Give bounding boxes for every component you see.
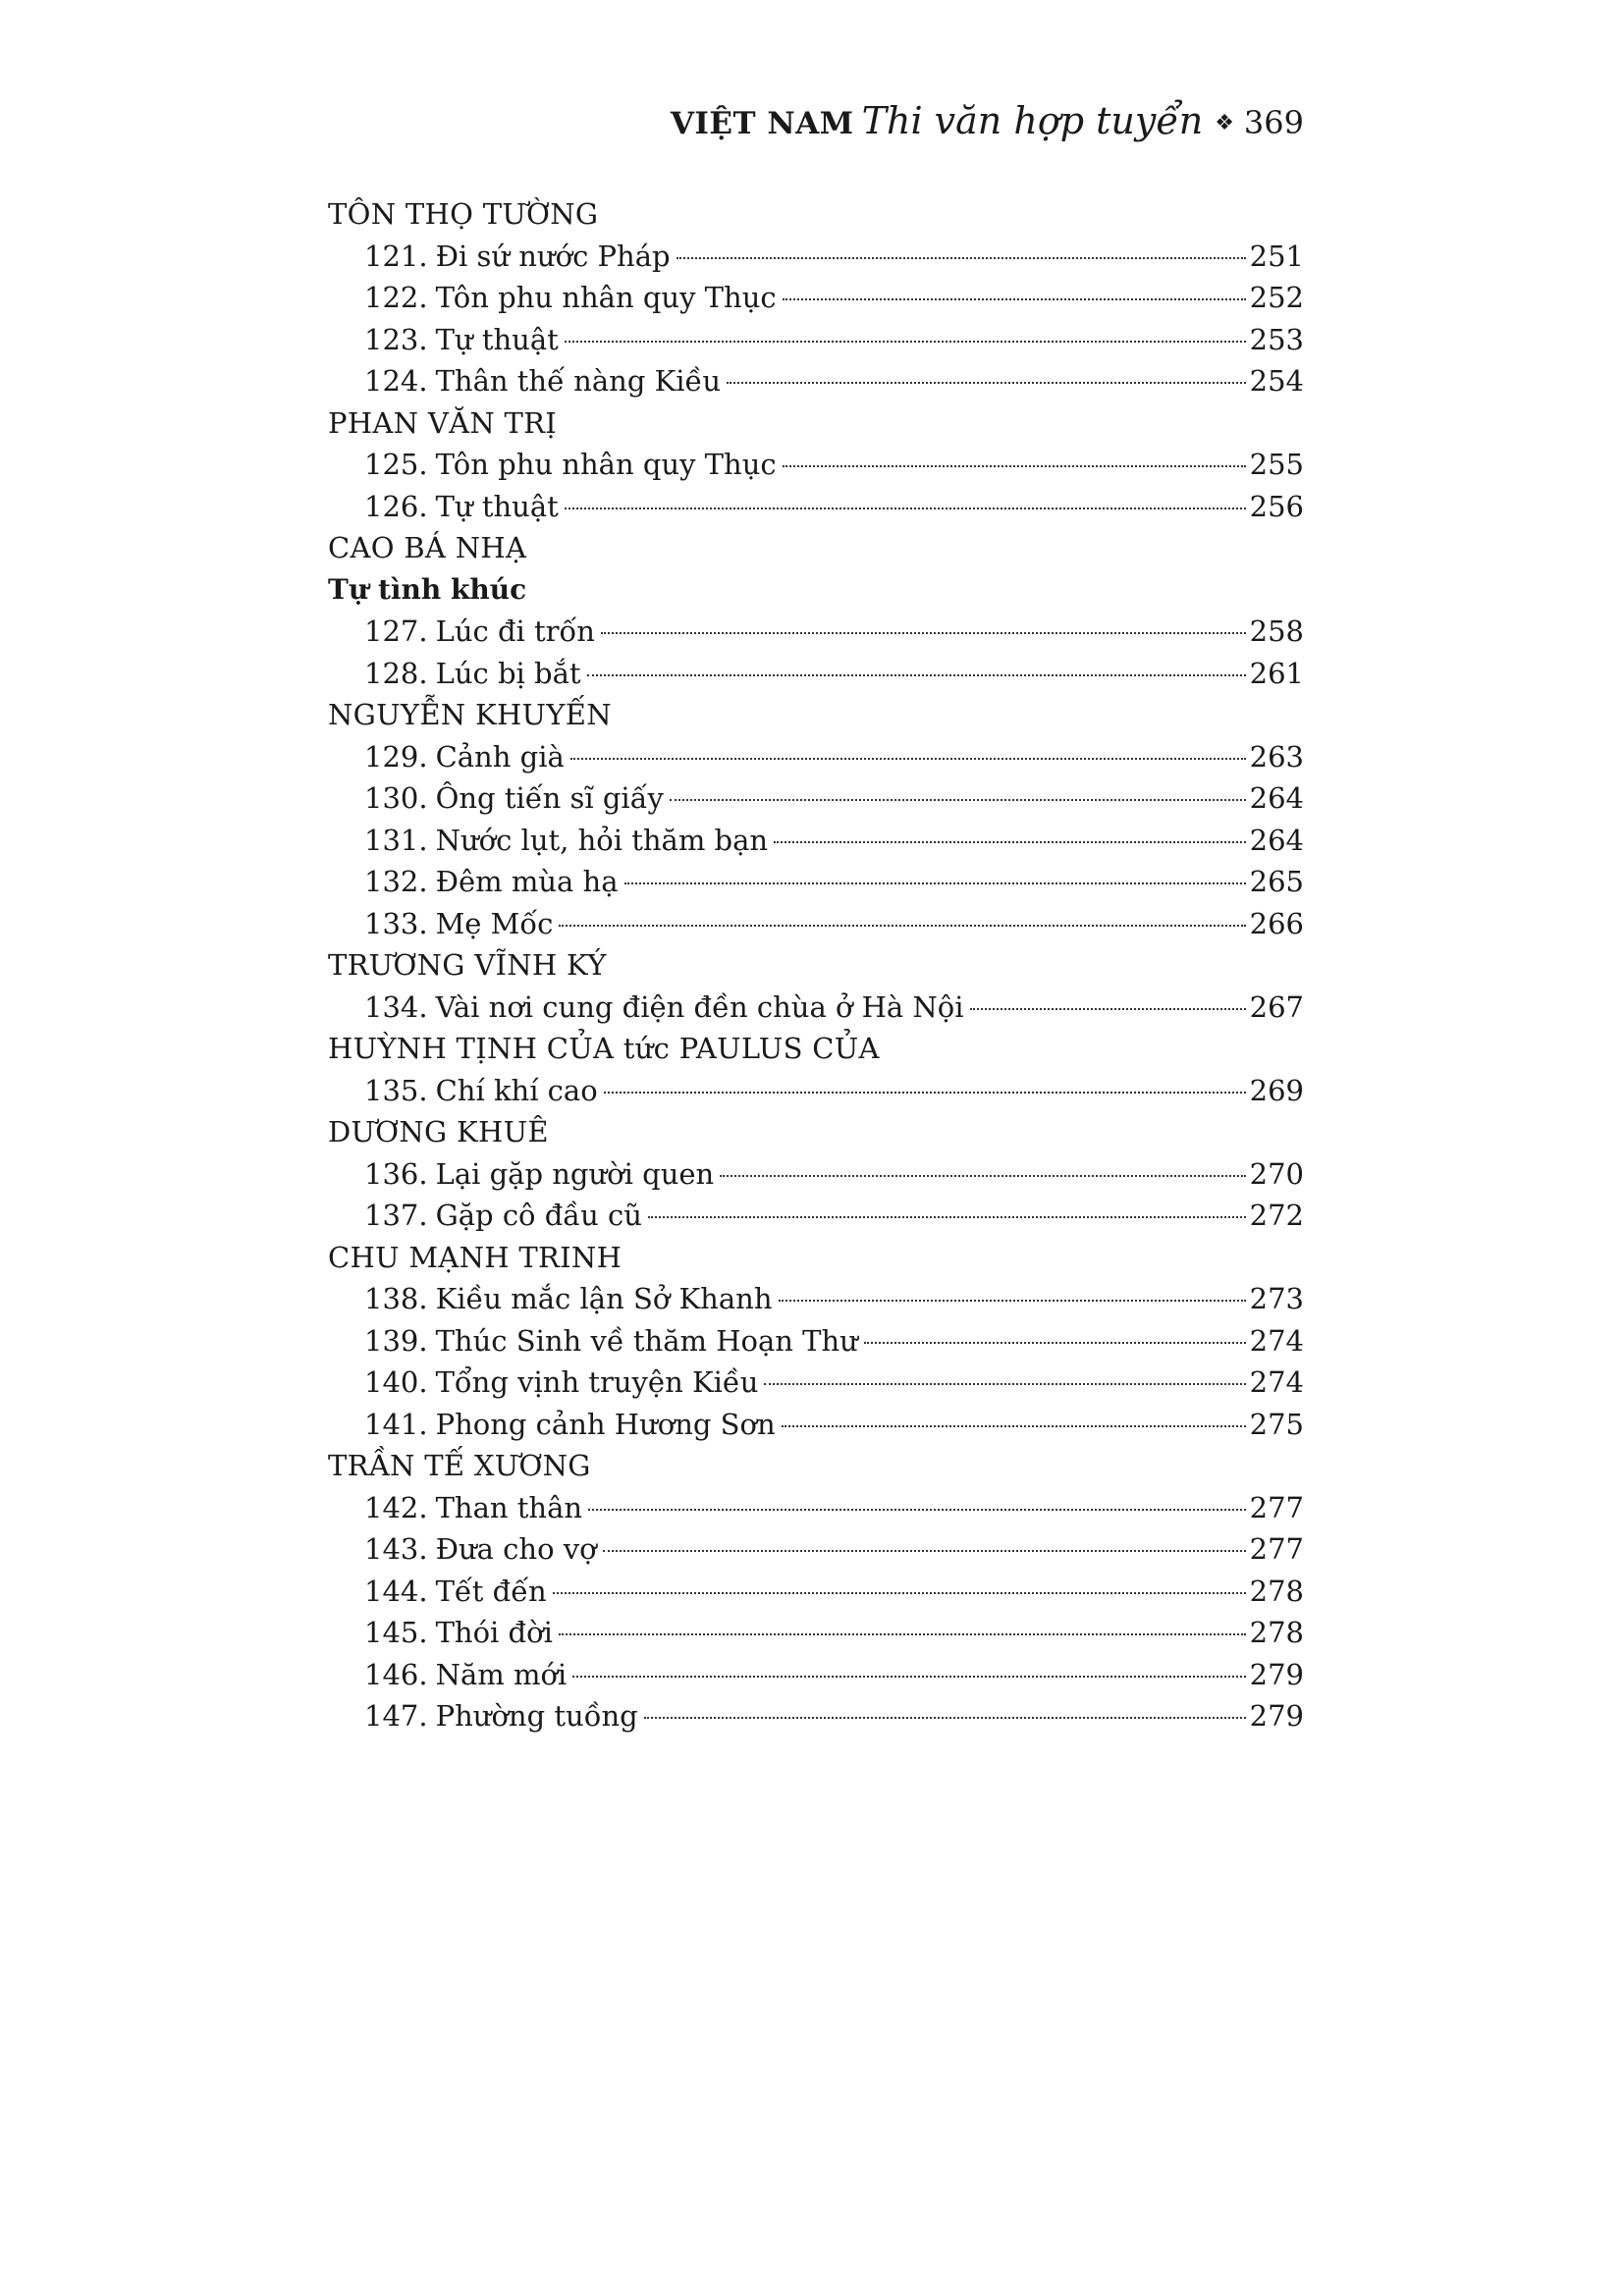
entry-title: Tôn phu nhân quy Thục: [435, 448, 777, 481]
entry-page-number: 277: [1249, 1490, 1304, 1524]
entry-page-number: 273: [1249, 1282, 1304, 1315]
entry-number: 125.: [364, 448, 428, 481]
entry-title: Lúc bị bắt: [435, 656, 581, 690]
entry-page-number: 275: [1249, 1407, 1304, 1441]
entry-number: 147.: [364, 1699, 428, 1733]
entry-title: Than thân: [435, 1490, 583, 1524]
dot-leader: [677, 256, 1246, 259]
entry-page-number: 278: [1249, 1574, 1304, 1608]
page-number: 369: [1243, 104, 1304, 141]
toc-entry: [328, 1362, 1304, 1404]
dot-leader: [559, 924, 1245, 927]
toc-entry: [328, 277, 1304, 319]
entry-number: 130.: [364, 781, 428, 815]
author-heading: CHU MẠNH TRINH: [328, 1240, 623, 1274]
entry-title: Gặp cô đầu cũ: [435, 1199, 642, 1232]
entry-page-number: 272: [1249, 1199, 1304, 1232]
entry-number: 144.: [364, 1574, 428, 1608]
author-heading: HUỲNH TỊNH CỦA tức PAULUS CỦA: [328, 1032, 880, 1065]
toc-entry: [328, 1278, 1304, 1320]
entry-title: Lại gặp người quen: [435, 1156, 715, 1191]
entry-title: Cảnh già: [435, 739, 565, 774]
dot-leader: [559, 1632, 1246, 1635]
entry-title: Thân thế nàng Kiều: [435, 364, 722, 398]
entry-title: Kiều mắc lận Sở Khanh: [435, 1282, 773, 1315]
entry-number: 136.: [364, 1156, 428, 1191]
author-heading: DƯƠNG KHUÊ: [328, 1115, 549, 1148]
toc-entry: [328, 1571, 1304, 1613]
dot-leader: [565, 507, 1246, 509]
entry-number: 139.: [364, 1323, 428, 1358]
entry-number: 141.: [364, 1407, 428, 1441]
entry-title: Lúc đi trốn: [435, 614, 595, 648]
entry-title: Tôn phu nhân quy Thục: [435, 281, 777, 314]
book-title: VIỆT NAM: [670, 106, 854, 141]
toc-entry: [328, 611, 1304, 653]
toc-entry: [328, 1695, 1304, 1737]
entry-title: Phường tuồng: [435, 1699, 638, 1733]
entry-page-number: 267: [1249, 989, 1304, 1024]
entry-title: Tết đến: [435, 1574, 547, 1608]
entry-title: Đi sứ nước Pháp: [435, 239, 671, 273]
entry-number: 134.: [364, 989, 428, 1024]
entry-page-number: 256: [1249, 489, 1304, 523]
dot-leader: [644, 1716, 1246, 1719]
entry-page-number: 252: [1249, 281, 1304, 314]
toc-entry: [328, 236, 1304, 278]
toc-entry: [328, 1195, 1304, 1237]
dot-leader: [624, 881, 1246, 884]
entry-number: 128.: [364, 656, 428, 690]
entry-page-number: 255: [1249, 448, 1304, 481]
entry-page-number: 264: [1249, 781, 1304, 815]
toc-entry: [328, 1404, 1304, 1446]
entry-title: Phong cảnh Hương Sơn: [435, 1407, 776, 1441]
dot-leader: [970, 1007, 1246, 1010]
dot-leader: [764, 1382, 1245, 1385]
entry-number: 123.: [364, 322, 428, 356]
toc-entry: [328, 1070, 1304, 1112]
dot-leader: [570, 757, 1246, 760]
entry-page-number: 269: [1249, 1073, 1304, 1107]
entry-page-number: 277: [1249, 1532, 1304, 1566]
entry-page-number: 254: [1249, 364, 1304, 398]
entry-page-number: 263: [1249, 739, 1304, 774]
entry-page-number: 251: [1249, 239, 1304, 273]
entry-title: Năm mới: [435, 1657, 568, 1691]
entry-number: 142.: [364, 1490, 428, 1524]
dot-leader: [864, 1341, 1246, 1344]
author-heading: PHAN VĂN TRỊ: [328, 405, 558, 440]
dot-leader: [648, 1215, 1246, 1218]
toc-entry: [328, 1654, 1304, 1696]
entry-title: Tổng vịnh truyện Kiều: [435, 1365, 759, 1399]
author-heading: NGUYỄN KHUYẾN: [328, 698, 612, 731]
entry-number: 135.: [364, 1073, 428, 1107]
entry-title: Tự thuật: [435, 489, 559, 523]
entry-page-number: 265: [1249, 865, 1304, 898]
dot-leader: [782, 1424, 1246, 1427]
entry-title: Ông tiến sĩ giấy: [435, 781, 664, 815]
entry-page-number: 274: [1249, 1365, 1304, 1399]
toc-entry: [328, 1612, 1304, 1654]
entry-number: 121.: [364, 239, 428, 273]
diamond-separator-icon: ❖: [1215, 111, 1234, 135]
entry-number: 124.: [364, 364, 428, 398]
toc-entry: [328, 987, 1304, 1029]
dot-leader: [720, 1174, 1245, 1177]
toc-entry: [328, 1528, 1304, 1571]
entry-page-number: 279: [1249, 1699, 1304, 1733]
toc-entry: [328, 360, 1304, 402]
toc-entry: [328, 861, 1304, 903]
entry-number: 132.: [364, 865, 428, 898]
dot-leader: [727, 381, 1246, 384]
dot-leader: [670, 798, 1246, 801]
entry-number: 133.: [364, 906, 428, 940]
entry-page-number: 278: [1249, 1616, 1304, 1649]
toc-entry: [328, 777, 1304, 820]
entry-number: 146.: [364, 1657, 428, 1691]
entry-number: 145.: [364, 1616, 428, 1649]
entry-number: 129.: [364, 739, 428, 774]
entry-page-number: 261: [1249, 656, 1304, 690]
toc-entry: [328, 1487, 1304, 1529]
toc-entry: [328, 486, 1304, 528]
entry-page-number: 253: [1249, 322, 1304, 356]
entry-number: 143.: [364, 1532, 428, 1566]
entry-number: 126.: [364, 489, 428, 523]
entry-page-number: 266: [1249, 906, 1304, 940]
entry-number: 122.: [364, 281, 428, 314]
entry-title: Thúc Sinh về thăm Hoạn Thư: [435, 1323, 858, 1358]
dot-leader: [587, 673, 1246, 676]
entry-title: Vài nơi cung điện đền chùa ở Hà Nội: [435, 989, 964, 1024]
toc-entry: [328, 903, 1304, 945]
dot-leader: [783, 297, 1246, 300]
dot-leader: [603, 1549, 1246, 1552]
toc-entry: [328, 1153, 1304, 1196]
toc-entry: [328, 820, 1304, 862]
toc-entry: [328, 653, 1304, 695]
dot-leader: [783, 464, 1246, 467]
toc-entry: [328, 736, 1304, 778]
dot-leader: [565, 340, 1246, 343]
dot-leader: [601, 631, 1246, 634]
dot-leader: [604, 1091, 1246, 1094]
toc-entry: [328, 319, 1304, 361]
running-header: [670, 99, 1304, 142]
entry-title: Thói đời: [435, 1616, 553, 1649]
entry-title: Đưa cho vợ: [435, 1532, 597, 1566]
dot-leader: [588, 1508, 1246, 1511]
entry-title: Nước lụt, hỏi thăm bạn: [435, 823, 769, 857]
entry-page-number: 279: [1249, 1657, 1304, 1691]
entry-page-number: 264: [1249, 823, 1304, 857]
author-heading: CAO BÁ NHẠ: [328, 531, 527, 564]
author-heading: TRẦN TẾ XƯƠNG: [328, 1449, 591, 1482]
entry-title: Mẹ Mốc: [435, 906, 554, 940]
dot-leader: [553, 1591, 1246, 1594]
book-subtitle: Thi văn hợp tuyển: [861, 99, 1204, 142]
entry-page-number: 258: [1249, 614, 1304, 648]
toc-entry: [328, 444, 1304, 486]
entry-number: 138.: [364, 1282, 428, 1315]
author-heading: TÔN THỌ TƯỜNG: [328, 197, 599, 231]
entry-page-number: 270: [1249, 1156, 1304, 1191]
entry-number: 140.: [364, 1365, 428, 1399]
entry-number: 137.: [364, 1199, 428, 1232]
entry-title: Chí khí cao: [435, 1073, 598, 1107]
entry-number: 131.: [364, 823, 428, 857]
entry-number: 127.: [364, 614, 428, 648]
section-heading: Tự tình khúc: [328, 572, 527, 606]
dot-leader: [779, 1299, 1246, 1302]
dot-leader: [572, 1675, 1245, 1678]
entry-title: Đêm mùa hạ: [435, 865, 619, 898]
dot-leader: [774, 840, 1246, 843]
entry-page-number: 274: [1249, 1323, 1304, 1358]
toc-entry: [328, 1320, 1304, 1362]
table-of-contents: [328, 193, 1304, 1737]
author-heading: TRƯƠNG VĨNH KÝ: [328, 948, 607, 982]
entry-title: Tự thuật: [435, 322, 559, 356]
